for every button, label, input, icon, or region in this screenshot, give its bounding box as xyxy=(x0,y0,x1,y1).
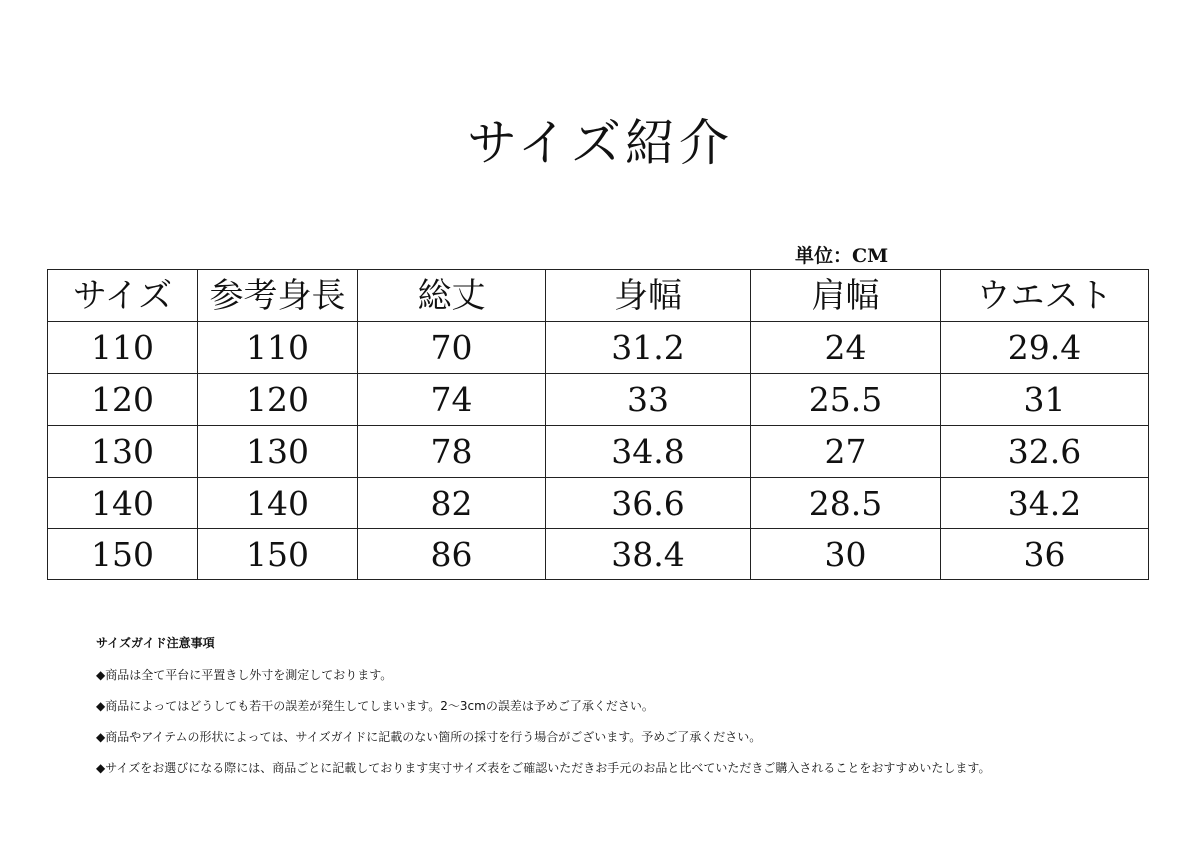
cell-waist: 32.6 xyxy=(941,426,1149,478)
cell-body-width: 33 xyxy=(546,374,751,426)
cell-reference-height: 120 xyxy=(198,374,358,426)
cell-body-width: 34.8 xyxy=(546,426,751,478)
table-row xyxy=(48,374,1149,426)
header-total-length: 総丈 xyxy=(358,270,546,322)
cell-total-length: 74 xyxy=(358,374,546,426)
cell-reference-height: 110 xyxy=(198,322,358,374)
cell-reference-height: 130 xyxy=(198,426,358,478)
table-row xyxy=(48,529,1149,580)
cell-shoulder-width: 27 xyxy=(751,426,941,478)
cell-total-length: 82 xyxy=(358,478,546,529)
note-item: ◆商品は全て平台に平置きし外寸を測定しております。 xyxy=(96,668,393,682)
header-waist: ウエスト xyxy=(941,270,1149,322)
note-item: ◆サイズをお選びになる際には、商品ごとに記載しております実寸サイズ表をご確認いただきお手元のお品と比べていただきご購入されることをおすすめいたします。 xyxy=(96,761,991,775)
cell-total-length: 78 xyxy=(358,426,546,478)
cell-size: 140 xyxy=(48,478,198,529)
cell-shoulder-width: 28.5 xyxy=(751,478,941,529)
note-item: ◆商品やアイテムの形状によっては、サイズガイドに記載のない箇所の採寸を行う場合がございます。予めご了承ください。 xyxy=(96,730,762,744)
cell-waist: 31 xyxy=(941,374,1149,426)
cell-body-width: 31.2 xyxy=(546,322,751,374)
cell-body-width: 36.6 xyxy=(546,478,751,529)
cell-shoulder-width: 25.5 xyxy=(751,374,941,426)
cell-size: 150 xyxy=(48,529,198,580)
unit-label: 単位：CM xyxy=(795,245,889,267)
cell-waist: 36 xyxy=(941,529,1149,580)
cell-size: 120 xyxy=(48,374,198,426)
header-size: サイズ xyxy=(48,270,198,322)
cell-reference-height: 150 xyxy=(198,529,358,580)
size-table xyxy=(47,269,1149,580)
header-body-width: 身幅 xyxy=(546,270,751,322)
size-guide-notes xyxy=(96,632,1156,788)
table-row xyxy=(48,426,1149,478)
cell-shoulder-width: 30 xyxy=(751,529,941,580)
cell-shoulder-width: 24 xyxy=(751,322,941,374)
cell-size: 130 xyxy=(48,426,198,478)
notes-heading: サイズガイド注意事項 xyxy=(96,636,215,650)
table-row xyxy=(48,478,1149,529)
cell-reference-height: 140 xyxy=(198,478,358,529)
cell-size: 110 xyxy=(48,322,198,374)
cell-body-width: 38.4 xyxy=(546,529,751,580)
header-reference-height: 参考身長 xyxy=(198,270,358,322)
cell-total-length: 70 xyxy=(358,322,546,374)
cell-waist: 34.2 xyxy=(941,478,1149,529)
cell-waist: 29.4 xyxy=(941,322,1149,374)
table-row xyxy=(48,322,1149,374)
note-item: ◆商品によってはどうしても若干の誤差が発生してしまいます。2～3cmの誤差は予めご了承ください。 xyxy=(96,699,654,713)
header-shoulder-width: 肩幅 xyxy=(751,270,941,322)
page-title: サイズ紹介 xyxy=(467,114,733,172)
table-header-row xyxy=(48,270,1149,322)
cell-total-length: 86 xyxy=(358,529,546,580)
